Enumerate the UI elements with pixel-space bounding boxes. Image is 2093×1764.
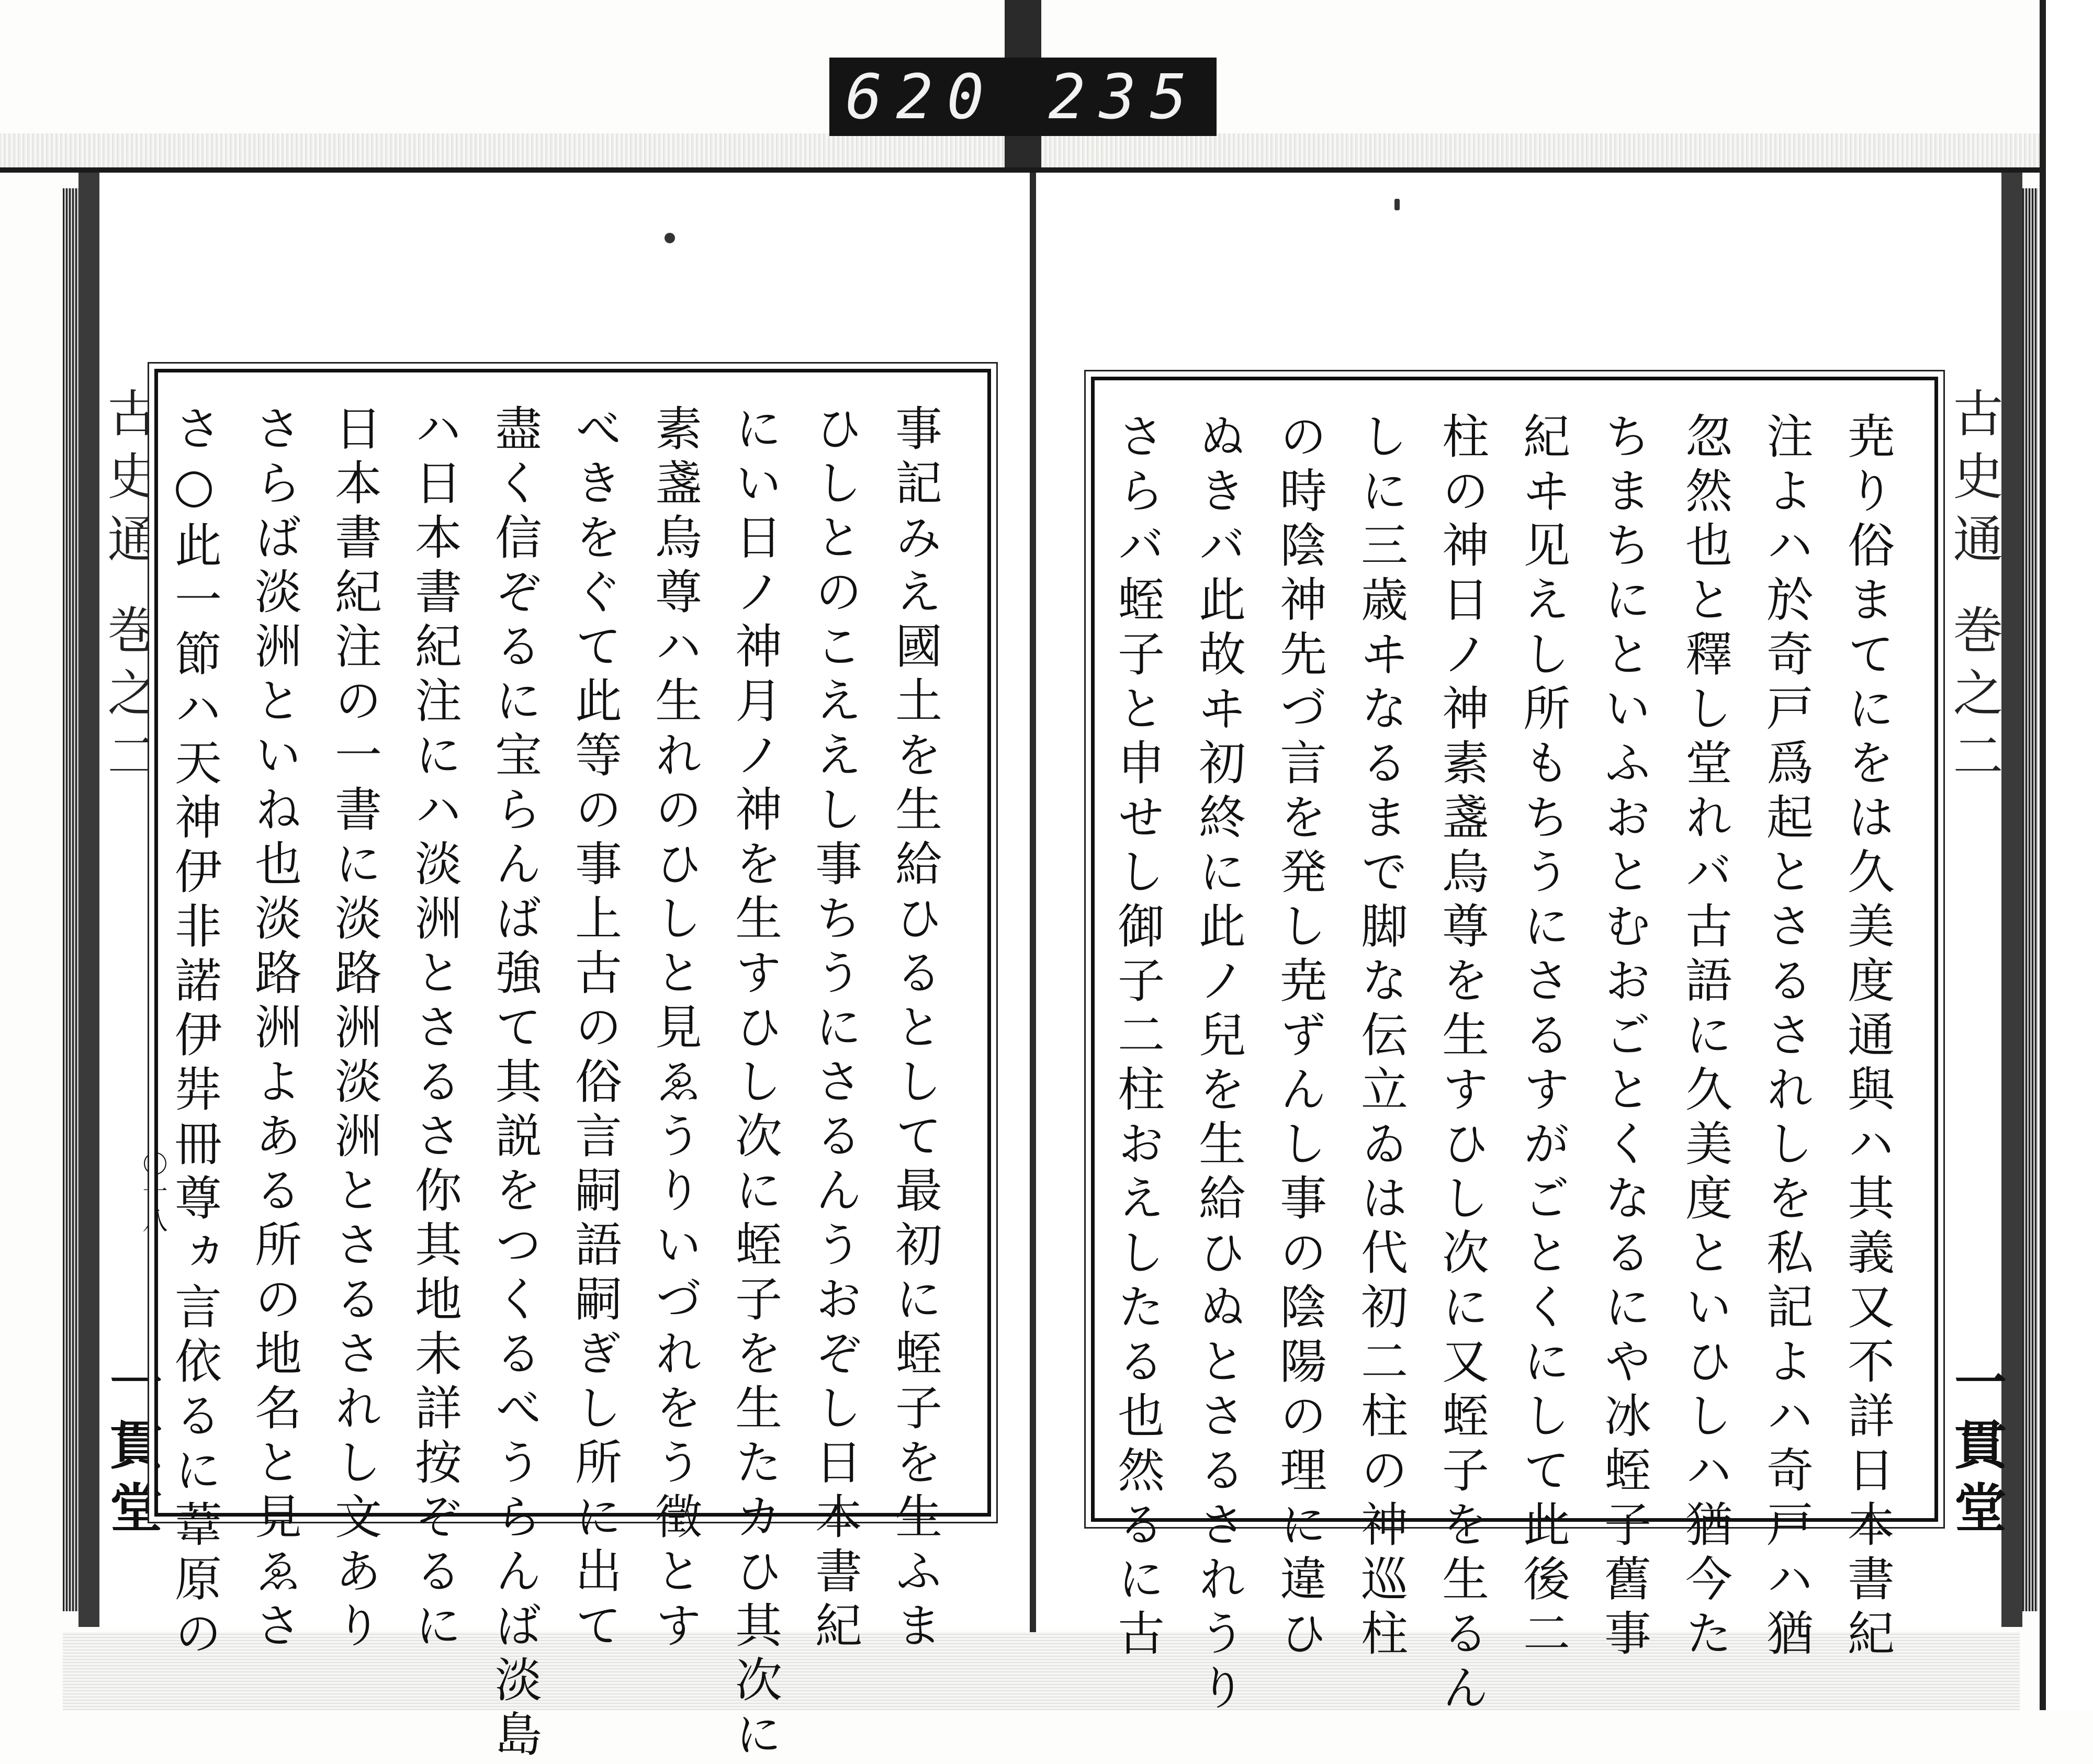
right-column-5: 紀ヰ见えし所もちうにさるすがごとくにして此後二 bbox=[1515, 412, 1570, 1663]
left-column-1: 事記みえ國土を生給ひるとして最初に蛭子を生ふま bbox=[887, 404, 942, 1655]
left-column-5: べきをぐて此等の事上古の俗言嗣語嗣ぎし所に出て bbox=[567, 404, 622, 1655]
right-column-2: 注よハ於奇戸爲起とさるされしを私記よハ奇戸ハ猶 bbox=[1758, 412, 1813, 1663]
right-page-edges bbox=[2022, 188, 2038, 1611]
left-column-8: 日本書紀注の一書に淡路洲淡洲とさるされし文あり bbox=[327, 404, 381, 1655]
left-column-10: さ○此一節ハ天神伊非諾伊弉冊尊ヵ言依るに葦原の bbox=[166, 404, 221, 1663]
left-text-block bbox=[154, 369, 991, 1764]
right-column-4: ちまちにといふおとむおごとくなるにや冰蛭子舊事 bbox=[1596, 412, 1651, 1663]
right-publisher: 一貫堂 bbox=[1945, 1355, 2007, 1543]
right-column-10: さらバ蛭子と申せし御子二柱おえしたる也然るに古 bbox=[1109, 412, 1164, 1663]
ink-spot bbox=[665, 233, 675, 243]
right-column-9: ぬきバ此故ヰ初終に此ノ兒を生給ひぬとさるされうり bbox=[1190, 412, 1245, 1717]
right-column-1: 尭り俗まてにをは久美度通與ハ其義又不詳日本書紀 bbox=[1839, 412, 1894, 1663]
right-column-3: 忽然也と釋し堂れバ古語に久美度といひしハ猶今た bbox=[1677, 412, 1732, 1663]
right-text-block bbox=[1091, 377, 1938, 1717]
right-column-8: の時陰神先づ言を発し尭ずんし事の陰陽の理に違ひ bbox=[1271, 412, 1326, 1663]
left-running-head: 古史通 巻之二 bbox=[99, 387, 158, 793]
left-column-9: さらば淡洲といね也淡路洲よある所の地名と見ゑさ bbox=[246, 404, 301, 1655]
left-column-4: 素盞烏尊ハ生れのひしと見ゑうりいづれをう徵とす bbox=[647, 404, 702, 1655]
book-gutter bbox=[1030, 173, 1036, 1632]
right-column-6: 柱の神日ノ神素盞烏尊を生すひし次に又蛭子を生るん bbox=[1434, 412, 1489, 1717]
scanner-bed-texture bbox=[0, 133, 2093, 167]
left-column-2: ひしとのこええし事ちうにさるんうおぞし日本書紀 bbox=[807, 404, 862, 1655]
left-column-3: にい日ノ神月ノ神を生すひし次に蛭子を生たカひ其次に bbox=[727, 404, 782, 1764]
call-number-label: 620 235 bbox=[829, 58, 1217, 136]
right-column-7: しに三歳ヰなるまで脚な伝立ゐは代初二柱の神巡柱 bbox=[1353, 412, 1408, 1663]
left-folio: 〇十八 bbox=[138, 1151, 167, 1236]
left-publisher: 一貫堂 bbox=[101, 1355, 163, 1543]
scanner-right-edge bbox=[2040, 0, 2093, 1710]
ink-spot bbox=[1394, 199, 1400, 210]
left-page-edges bbox=[63, 188, 78, 1611]
scanner-edge-rule bbox=[0, 167, 2093, 173]
left-column-6: 盡く信ぞるに宝らんば強て其説をつくるべうらんば淡島 bbox=[487, 404, 542, 1764]
left-column-7: ハ日本書紀注にハ淡洲とさるさ你其地未詳按ぞるに bbox=[407, 404, 462, 1655]
right-running-head: 古史通 巻之二 bbox=[1945, 387, 2004, 793]
